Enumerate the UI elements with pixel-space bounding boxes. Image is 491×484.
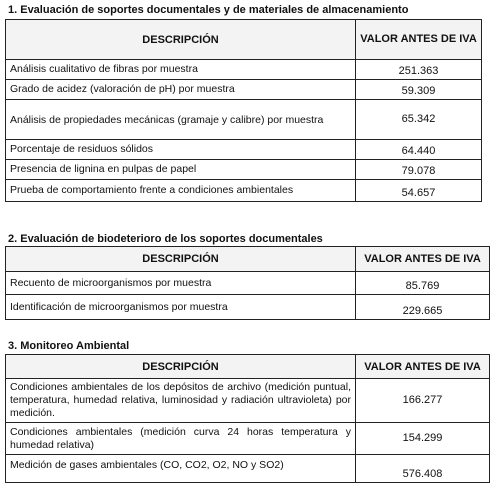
row-value: 64.440 xyxy=(356,140,482,160)
row-description: Medición de gases ambientales (CO, CO2, O2, NO y SO2) xyxy=(6,455,356,483)
row-value: 54.657 xyxy=(356,180,482,202)
row-description: Grado de acidez (valoración de pH) por muestra xyxy=(6,80,356,100)
row-value: 229.665 xyxy=(356,295,490,320)
row-description: Presencia de lignina en pulpas de papel xyxy=(6,160,356,180)
table-row xyxy=(6,423,490,455)
row-description: Análisis de propiedades mecánicas (gramaje y calibre) por muestra xyxy=(6,100,356,140)
row-description: Prueba de comportamiento frente a condiciones ambientales xyxy=(6,180,356,202)
row-description: Porcentaje de residuos sólidos xyxy=(6,140,356,160)
table-row xyxy=(6,140,482,160)
table-row xyxy=(6,379,490,423)
row-description: Identificación de microorganismos por muestra xyxy=(6,295,356,320)
row-description: Recuento de microorganismos por muestra xyxy=(6,272,356,295)
row-value: 59.309 xyxy=(356,80,482,100)
table-row xyxy=(6,60,482,80)
row-description: Análisis cualitativo de fibras por muestra xyxy=(6,60,356,80)
table-row xyxy=(6,180,482,202)
table-row xyxy=(6,295,490,320)
section-3-title: 3. Monitoreo Ambiental xyxy=(8,340,130,352)
table-row xyxy=(6,455,490,483)
section-1-title: 1. Evaluación de soportes documentales y de materiales de almacenamiento xyxy=(8,4,409,16)
row-description: Condiciones ambientales de los depósitos de archivo (medición puntual, temperatura, humedad relativa, luminosidad y radiación ultravioleta) por medición. xyxy=(6,379,356,423)
row-value: 79.078 xyxy=(356,160,482,180)
table-row xyxy=(6,100,482,140)
section-2-title: 2. Evaluación de biodeterioro de los soportes documentales xyxy=(8,233,323,245)
value-header: VALOR ANTES DE IVA xyxy=(356,247,490,272)
table-header-row xyxy=(6,355,490,379)
row-value: 85.769 xyxy=(356,272,490,295)
section-1-table xyxy=(5,19,482,202)
row-description: Condiciones ambientales (medición curva 24 horas temperatura y humedad relativa) xyxy=(6,423,356,455)
row-value: 576.408 xyxy=(356,455,490,483)
table-header-row xyxy=(6,247,490,272)
value-header: VALOR ANTES DE IVA xyxy=(356,20,482,60)
description-header: DESCRIPCIÓN xyxy=(6,20,356,60)
row-value: 166.277 xyxy=(356,379,490,423)
description-header: DESCRIPCIÓN xyxy=(6,247,356,272)
row-value: 251.363 xyxy=(356,60,482,80)
value-header: VALOR ANTES DE IVA xyxy=(356,355,490,379)
table-header-row xyxy=(6,20,482,60)
table-row xyxy=(6,272,490,295)
row-value: 65.342 xyxy=(356,100,482,140)
row-value: 154.299 xyxy=(356,423,490,455)
table-row xyxy=(6,160,482,180)
table-row xyxy=(6,80,482,100)
description-header: DESCRIPCIÓN xyxy=(6,355,356,379)
section-3-table xyxy=(5,354,490,483)
section-2-table xyxy=(5,246,490,320)
